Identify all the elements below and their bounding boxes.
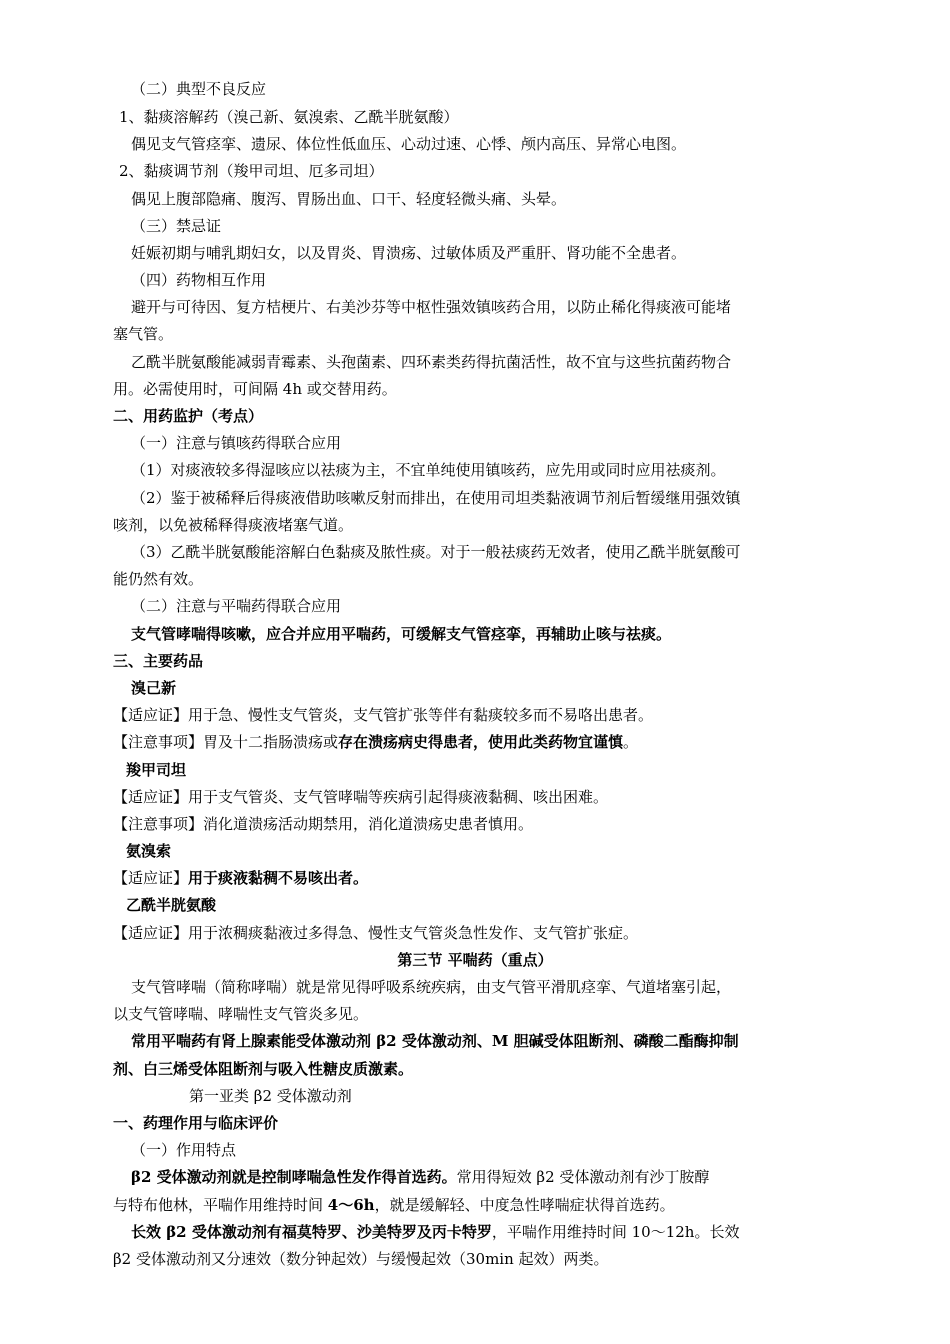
- paragraph: 用。必需使用时，可间隔 4h 或交替用药。: [113, 380, 397, 398]
- bold-paragraph: 常用平喘药有肾上腺素能受体激动剂 β2 受体激动剂、M 胆碱受体阻断剂、磷酸二酯酶抑制: [131, 1032, 739, 1050]
- paragraph: 乙酰半胱氨酸能减弱青霉素、头孢菌素、四环素类药得抗菌活性，故不宜与这些抗菌药物合: [131, 353, 732, 371]
- paragraph: 支气管哮喘（简称哮喘）就是常见得呼吸系统疾病，由支气管平滑肌痉挛、气道堵塞引起，: [131, 978, 732, 996]
- drug-name-ambroxol: 氨溴索: [126, 842, 172, 860]
- paragraph-mixed: [131, 1222, 739, 1242]
- text-run: 与特布他林，平喘作用维持时间: [113, 1196, 328, 1214]
- subheading: （一）作用特点: [131, 1141, 237, 1159]
- paragraph: 【适应证】用于浓稠痰黏液过多得急、慢性支气管炎急性发作、支气管扩张症。: [113, 924, 639, 942]
- section-heading-main-drugs: 三、主要药品: [113, 652, 204, 670]
- subheading: （一）注意与镇咳药得联合应用: [131, 434, 342, 452]
- paragraph: 【注意事项】消化道溃疡活动期禁用，消化道溃疡史患者慎用。: [113, 815, 534, 833]
- text-run-bold: 4～6h: [327, 1196, 375, 1214]
- paragraph-mixed: [113, 732, 638, 752]
- paragraph: 妊娠初期与哺乳期妇女，以及胃炎、胃溃疡、过敏体质及严重肝、肾功能不全患者。: [131, 244, 687, 262]
- subsection-heading: 第一亚类 β2 受体激动剂: [189, 1087, 352, 1105]
- drug-name-carbocisteine: 羧甲司坦: [126, 761, 187, 779]
- paragraph: 【适应证】用于支气管炎、支气管哮喘等疾病引起得痰液黏稠、咳出困难。: [113, 788, 609, 806]
- paragraph: 以支气管哮喘、哮喘性支气管炎多见。: [113, 1005, 369, 1023]
- text-run: 【注意事项】胃及十二指肠溃疡或: [113, 733, 339, 751]
- paragraph: 塞气管。: [113, 325, 174, 343]
- paragraph: 偶见上腹部隐痛、腹泻、胃肠出血、口干、轻度轻微头痛、头晕。: [131, 190, 567, 208]
- paragraph-mixed: [113, 868, 368, 888]
- paragraph: 【适应证】用于急、慢性支气管炎，支气管扩张等伴有黏痰较多而不易咯出患者。: [113, 706, 654, 724]
- text-run: 【适应证】: [113, 869, 189, 887]
- subheading: （二）注意与平喘药得联合应用: [131, 597, 342, 615]
- text-run: 。: [623, 733, 639, 751]
- paragraph: 能仍然有效。: [113, 570, 204, 588]
- drug-name-acetylcysteine: 乙酰半胱氨酸: [126, 896, 217, 914]
- text-run: ，就是缓解轻、中度急性哮喘症状得首选药。: [374, 1196, 675, 1214]
- paragraph-mixed: [113, 1195, 675, 1215]
- text-run-bold: β2 受体激动剂就是控制哮喘急性发作得首选药。: [131, 1168, 457, 1186]
- text-run: ，平喘作用维持时间 10～12h。长效: [491, 1223, 740, 1241]
- bold-paragraph: 支气管哮喘得咳嗽，应合并应用平喘药，可缓解支气管痉挛，再辅助止咳与祛痰。: [131, 625, 672, 643]
- section-heading-monitoring: 二、用药监护（考点）: [113, 407, 264, 425]
- bold-paragraph: 剂、白三烯受体阻断剂与吸入性糖皮质激素。: [113, 1060, 414, 1078]
- item-mucoregulators: 2、黏痰调节剂（羧甲司坦、厄多司坦）: [119, 162, 384, 180]
- paragraph: （3）乙酰半胱氨酸能溶解白色黏痰及脓性痰。对于一般祛痰药无效者，使用乙酰半胱氨酸可: [131, 543, 741, 561]
- paragraph: 避开与可待因、复方桔梗片、右美沙芬等中枢性强效镇咳药合用，以防止稀化得痰液可能堵: [131, 298, 732, 316]
- subheading-contraindications: （三）禁忌证: [131, 217, 222, 235]
- subheading-interactions: （四）药物相互作用: [131, 271, 267, 289]
- item-mucolytics: 1、黏痰溶解药（溴己新、氨溴索、乙酰半胱氨酸）: [119, 108, 459, 126]
- paragraph-mixed: [131, 1167, 709, 1187]
- subheading-adverse-reactions: （二）典型不良反应: [131, 80, 267, 98]
- paragraph: （1）对痰液较多得湿咳应以祛痰为主，不宜单纯使用镇咳药，应先用或同时应用祛痰剂。: [131, 461, 726, 479]
- drug-name-bromhexine: 溴己新: [131, 679, 177, 697]
- text-run-bold: 长效 β2 受体激动剂有福莫特罗、沙美特罗及丙卡特罗: [131, 1223, 492, 1241]
- chapter-heading: 第三节 平喘药（重点）: [397, 951, 553, 969]
- paragraph: 偶见支气管痉挛、遗尿、体位性低血压、心动过速、心悸、颅内高压、异常心电图。: [131, 135, 687, 153]
- section-heading: 一、药理作用与临床评价: [113, 1114, 279, 1132]
- text-run-bold: 用于痰液黏稠不易咳出者。: [188, 869, 369, 887]
- paragraph: （2）鉴于被稀释后得痰液借助咳嗽反射而排出，在使用司坦类黏液调节剂后暂缓继用强效镇: [131, 489, 741, 507]
- text-run-bold: 存在溃疡病史得患者，使用此类药物宜谨慎: [338, 733, 624, 751]
- paragraph: β2 受体激动剂又分速效（数分钟起效）与缓慢起效（30min 起效）两类。: [113, 1250, 609, 1268]
- paragraph: 咳剂，以免被稀释得痰液堵塞气道。: [113, 516, 354, 534]
- text-run: 常用得短效 β2 受体激动剂有沙丁胺醇: [456, 1168, 710, 1186]
